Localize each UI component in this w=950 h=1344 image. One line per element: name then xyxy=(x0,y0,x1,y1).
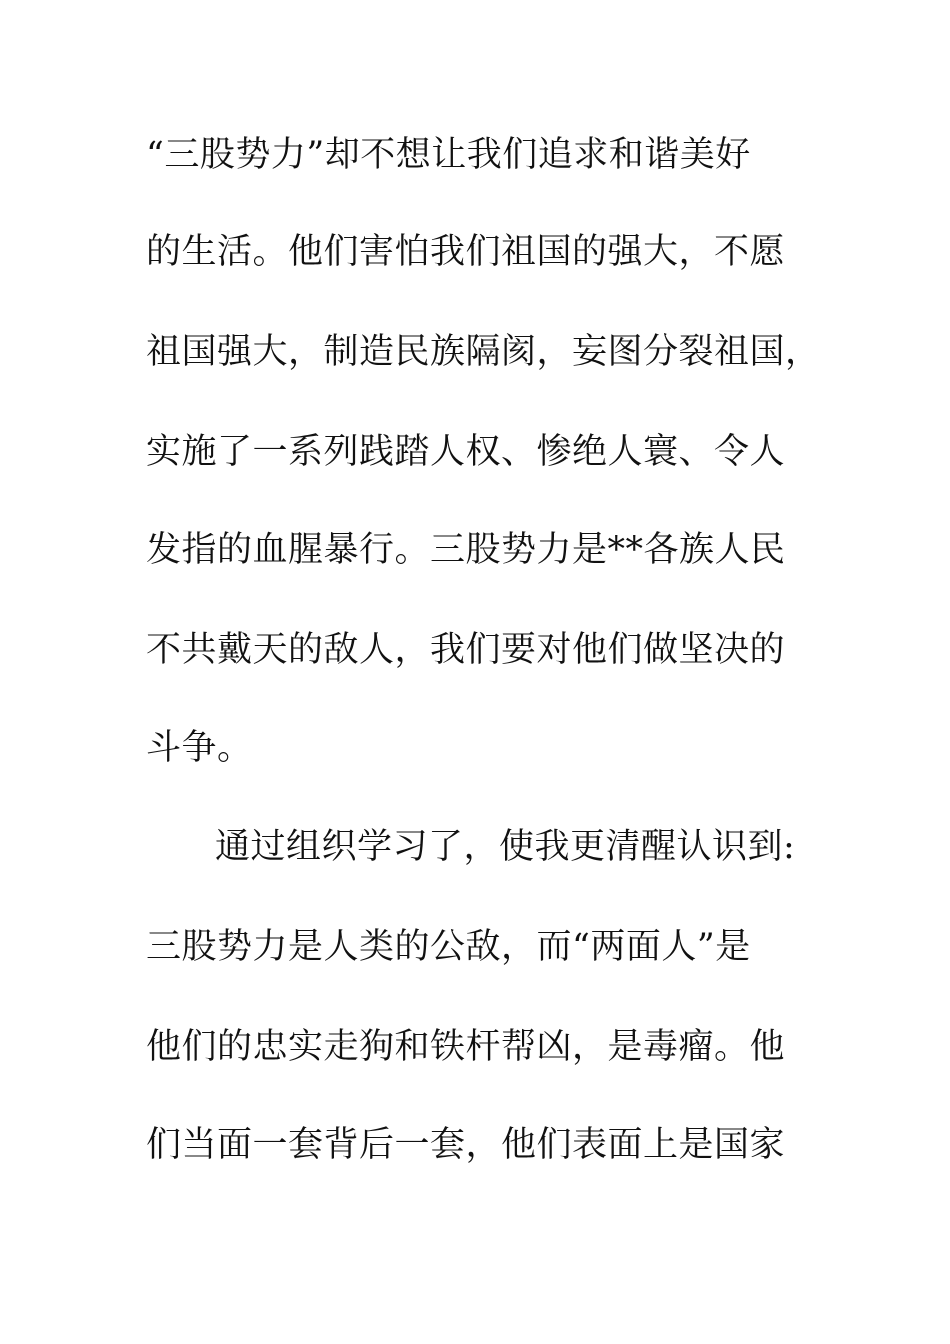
text-line: 他们的忠实走狗和铁杆帮凶，是毒瘤。他 xyxy=(146,1027,786,1067)
text-line: 祖国强大，制造民族隔阂，妄图分裂祖国， xyxy=(146,332,821,372)
text-line: 发指的血腥暴行。三股势力是**各族人民 xyxy=(146,530,786,570)
text-line: 实施了一系列践踏人权、惨绝人寰、令人 xyxy=(146,432,786,472)
paragraph-first-line: 通过组织学习了，使我更清醒认识到: xyxy=(215,827,796,867)
text-line: 的生活。他们害怕我们祖国的强大，不愿 xyxy=(146,232,786,272)
text-line: 不共戴天的敌人，我们要对他们做坚决的 xyxy=(146,630,786,670)
text-line: 斗争。 xyxy=(146,728,253,768)
text-line: “三股势力”却不想让我们追求和谐美好 xyxy=(146,135,751,175)
text-line: 三股势力是人类的公敌，而“两面人”是 xyxy=(146,927,751,967)
text-line: 们当面一套背后一套，他们表面上是国家 xyxy=(146,1125,786,1165)
